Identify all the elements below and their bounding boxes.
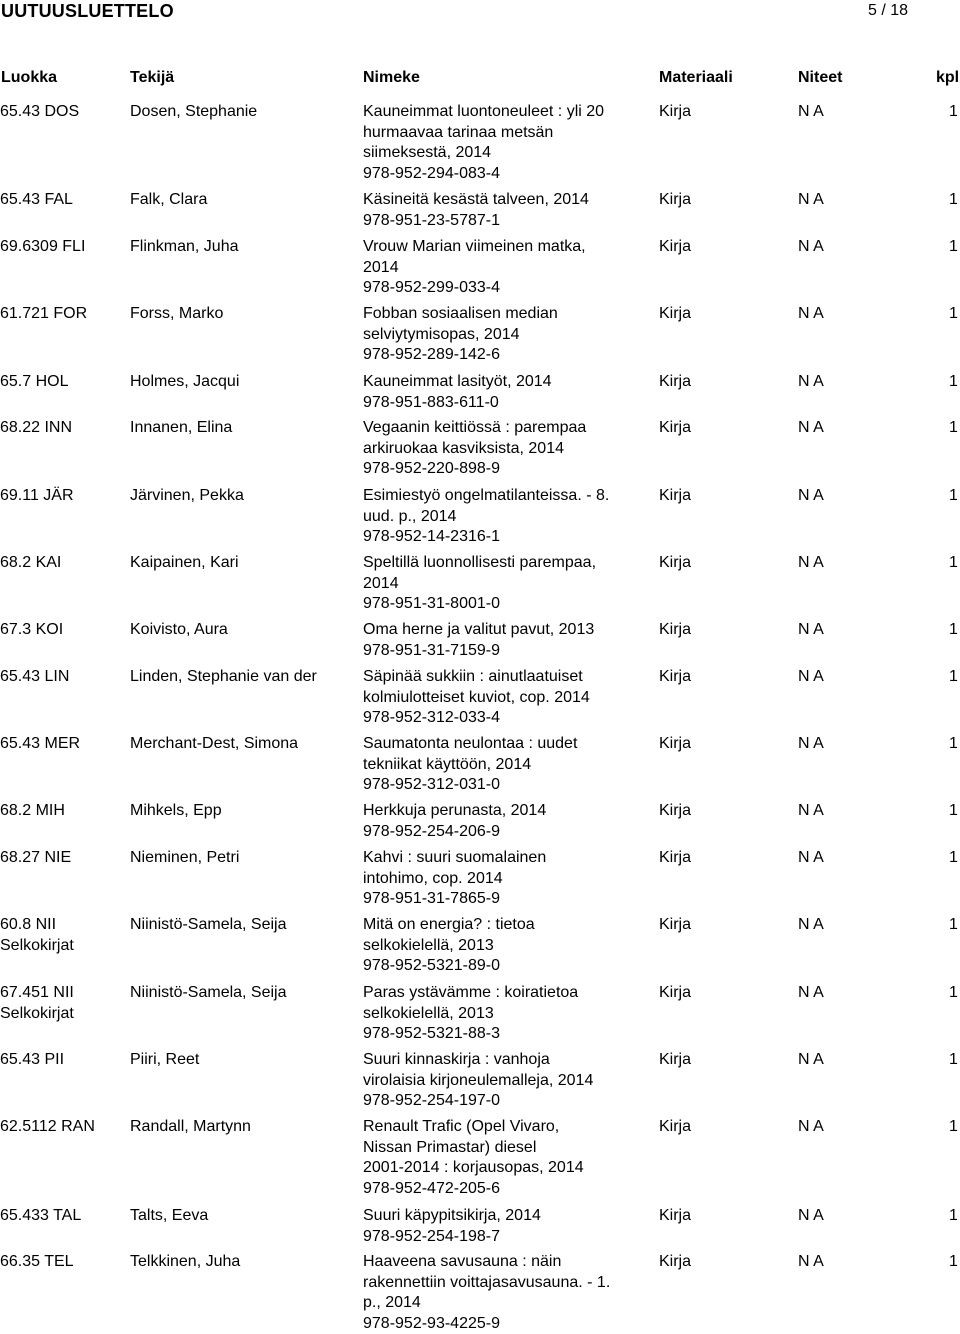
material-cell: Kirja xyxy=(659,102,691,123)
title-line: 978-952-254-197-0 xyxy=(363,1091,625,1112)
author-cell: Forss, Marko xyxy=(130,304,362,325)
title-cell xyxy=(363,1117,625,1199)
title-line: intohimo, cop. 2014 xyxy=(363,869,625,890)
author-cell: Randall, Martynn xyxy=(130,1117,362,1138)
classification-cell: 68.27 NIE xyxy=(0,848,125,869)
title-cell xyxy=(363,102,625,184)
count-cell: 1 xyxy=(949,983,958,1004)
title-line: 978-952-5321-89-0 xyxy=(363,956,625,977)
title-cell xyxy=(363,983,625,1045)
count-cell: 1 xyxy=(949,553,958,574)
copies-status-cell: N A xyxy=(798,983,824,1004)
title-cell xyxy=(363,304,625,366)
classification-cell: 65.43 DOS xyxy=(0,102,125,123)
title-cell xyxy=(363,418,625,480)
title-line: Haaveena savusauna : näin xyxy=(363,1252,625,1273)
classification-cell: 65.43 LIN xyxy=(0,667,125,688)
title-cell xyxy=(363,620,625,661)
material-cell: Kirja xyxy=(659,486,691,507)
count-cell: 1 xyxy=(949,801,958,822)
title-line: Paras ystävämme : koiratietoa xyxy=(363,983,625,1004)
title-line: Suuri käpypitsikirja, 2014 xyxy=(363,1206,625,1227)
title-line: virolaisia kirjoneulemalleja, 2014 xyxy=(363,1071,625,1092)
copies-status-cell: N A xyxy=(798,915,824,936)
title-line: Oma herne ja valitut pavut, 2013 xyxy=(363,620,625,641)
title-line: rakennettiin voittajasavusauna. - 1. xyxy=(363,1273,625,1294)
material-cell: Kirja xyxy=(659,304,691,325)
copies-status-cell: N A xyxy=(798,553,824,574)
author-cell: Falk, Clara xyxy=(130,190,362,211)
author-cell: Koivisto, Aura xyxy=(130,620,362,641)
title-line: 978-952-254-206-9 xyxy=(363,822,625,843)
material-cell: Kirja xyxy=(659,801,691,822)
author-cell: Telkkinen, Juha xyxy=(130,1252,362,1273)
classification-cell: 62.5112 RAN xyxy=(0,1117,125,1138)
title-cell xyxy=(363,848,625,910)
title-line: 978-951-31-8001-0 xyxy=(363,594,625,615)
material-cell: Kirja xyxy=(659,418,691,439)
count-cell: 1 xyxy=(949,102,958,123)
title-line: Saumatonta neulontaa : uudet xyxy=(363,734,625,755)
author-cell: Flinkman, Juha xyxy=(130,237,362,258)
copies-status-cell: N A xyxy=(798,190,824,211)
author-cell: Piiri, Reet xyxy=(130,1050,362,1071)
copies-status-cell: N A xyxy=(798,304,824,325)
author-cell: Merchant-Dest, Simona xyxy=(130,734,362,755)
material-cell: Kirja xyxy=(659,190,691,211)
copies-status-cell: N A xyxy=(798,620,824,641)
title-line: Mitä on energia? : tietoa xyxy=(363,915,625,936)
count-cell: 1 xyxy=(949,486,958,507)
classification-cell: 61.721 FOR xyxy=(0,304,125,325)
title-line: Kauneimmat luontoneuleet : yli 20 xyxy=(363,102,625,123)
count-cell: 1 xyxy=(949,1117,958,1138)
copies-status-cell: N A xyxy=(798,1206,824,1227)
title-line: uud. p., 2014 xyxy=(363,507,625,528)
title-line: Käsineitä kesästä talveen, 2014 xyxy=(363,190,625,211)
title-line: Kahvi : suuri suomalainen xyxy=(363,848,625,869)
title-cell xyxy=(363,237,625,299)
classification-cell: 60.8 NII Selkokirjat xyxy=(0,915,125,956)
copies-status-cell: N A xyxy=(798,801,824,822)
copies-status-cell: N A xyxy=(798,667,824,688)
title-line: 978-952-472-205-6 xyxy=(363,1179,625,1200)
material-cell: Kirja xyxy=(659,848,691,869)
classification-cell: 66.35 TEL xyxy=(0,1252,125,1273)
title-cell xyxy=(363,667,625,729)
count-cell: 1 xyxy=(949,734,958,755)
title-line: Kauneimmat lasityöt, 2014 xyxy=(363,372,625,393)
classification-cell: 65.433 TAL xyxy=(0,1206,125,1227)
copies-status-cell: N A xyxy=(798,1117,824,1138)
material-cell: Kirja xyxy=(659,372,691,393)
title-cell xyxy=(363,1206,625,1247)
classification-cell: 69.11 JÄR xyxy=(0,486,125,507)
page-number: 5 / 18 xyxy=(868,2,908,20)
author-cell: Niinistö-Samela, Seija xyxy=(130,983,362,1004)
copies-status-cell: N A xyxy=(798,418,824,439)
material-cell: Kirja xyxy=(659,734,691,755)
title-line: Esimiestyö ongelmatilanteissa. - 8. xyxy=(363,486,625,507)
title-line: 978-951-23-5787-1 xyxy=(363,211,625,232)
copies-status-cell: N A xyxy=(798,848,824,869)
title-line: 2014 xyxy=(363,574,625,595)
title-line: siimeksestä, 2014 xyxy=(363,143,625,164)
title-line: selviytymisopas, 2014 xyxy=(363,325,625,346)
material-cell: Kirja xyxy=(659,667,691,688)
count-cell: 1 xyxy=(949,915,958,936)
count-cell: 1 xyxy=(949,848,958,869)
classification-cell: 65.43 FAL xyxy=(0,190,125,211)
classification-cell: 68.2 MIH xyxy=(0,801,125,822)
material-cell: Kirja xyxy=(659,1252,691,1273)
author-cell: Talts, Eeva xyxy=(130,1206,362,1227)
title-line: kolmiulotteiset kuviot, cop. 2014 xyxy=(363,688,625,709)
title-line: 2001-2014 : korjausopas, 2014 xyxy=(363,1158,625,1179)
title-line: 978-951-31-7865-9 xyxy=(363,889,625,910)
title-line: 978-952-312-033-4 xyxy=(363,708,625,729)
title-cell xyxy=(363,801,625,842)
author-cell: Nieminen, Petri xyxy=(130,848,362,869)
title-line: selkokielellä, 2013 xyxy=(363,936,625,957)
title-cell xyxy=(363,190,625,231)
column-header-niteet: Niteet xyxy=(798,69,842,87)
title-line: Speltillä luonnollisesti parempaa, xyxy=(363,553,625,574)
title-line: p., 2014 xyxy=(363,1293,625,1314)
author-cell: Innanen, Elina xyxy=(130,418,362,439)
title-line: Fobban sosiaalisen median xyxy=(363,304,625,325)
classification-cell: 65.7 HOL xyxy=(0,372,125,393)
title-line: hurmaavaa tarinaa metsän xyxy=(363,123,625,144)
column-header-tekija: Tekijä xyxy=(130,69,174,87)
title-line: 978-952-5321-88-3 xyxy=(363,1024,625,1045)
classification-cell: 68.22 INN xyxy=(0,418,125,439)
title-cell xyxy=(363,553,625,615)
title-line: Renault Trafic (Opel Vivaro, xyxy=(363,1117,625,1138)
title-line: Herkkuja perunasta, 2014 xyxy=(363,801,625,822)
title-line: 978-951-883-611-0 xyxy=(363,393,625,414)
copies-status-cell: N A xyxy=(798,734,824,755)
count-cell: 1 xyxy=(949,1206,958,1227)
material-cell: Kirja xyxy=(659,915,691,936)
title-line: 978-951-31-7159-9 xyxy=(363,641,625,662)
column-header-kpl: kpl xyxy=(936,69,959,87)
title-cell xyxy=(363,1252,625,1334)
title-line: 978-952-14-2316-1 xyxy=(363,527,625,548)
title-line: Suuri kinnaskirja : vanhoja xyxy=(363,1050,625,1071)
title-line: 978-952-289-142-6 xyxy=(363,345,625,366)
title-cell xyxy=(363,486,625,548)
classification-cell: 68.2 KAI xyxy=(0,553,125,574)
title-line: 978-952-220-898-9 xyxy=(363,459,625,480)
title-cell xyxy=(363,915,625,977)
material-cell: Kirja xyxy=(659,1050,691,1071)
material-cell: Kirja xyxy=(659,983,691,1004)
title-line: selkokielellä, 2013 xyxy=(363,1004,625,1025)
author-cell: Dosen, Stephanie xyxy=(130,102,362,123)
count-cell: 1 xyxy=(949,1252,958,1273)
column-header-nimeke: Nimeke xyxy=(363,69,420,87)
title-line: Nissan Primastar) diesel xyxy=(363,1138,625,1159)
title-line: 2014 xyxy=(363,258,625,279)
author-cell: Mihkels, Epp xyxy=(130,801,362,822)
material-cell: Kirja xyxy=(659,553,691,574)
title-cell xyxy=(363,372,625,413)
count-cell: 1 xyxy=(949,190,958,211)
column-header-materiaali: Materiaali xyxy=(659,69,733,87)
count-cell: 1 xyxy=(949,237,958,258)
title-line: 978-952-312-031-0 xyxy=(363,775,625,796)
title-line: Vegaanin keittiössä : parempaa xyxy=(363,418,625,439)
title-line: arkiruokaa kasviksista, 2014 xyxy=(363,439,625,460)
title-line: 978-952-254-198-7 xyxy=(363,1227,625,1248)
count-cell: 1 xyxy=(949,667,958,688)
count-cell: 1 xyxy=(949,304,958,325)
copies-status-cell: N A xyxy=(798,486,824,507)
classification-cell: 69.6309 FLI xyxy=(0,237,125,258)
title-line: Säpinää sukkiin : ainutlaatuiset xyxy=(363,667,625,688)
author-cell: Kaipainen, Kari xyxy=(130,553,362,574)
count-cell: 1 xyxy=(949,1050,958,1071)
title-cell xyxy=(363,734,625,796)
author-cell: Holmes, Jacqui xyxy=(130,372,362,393)
copies-status-cell: N A xyxy=(798,1050,824,1071)
material-cell: Kirja xyxy=(659,237,691,258)
material-cell: Kirja xyxy=(659,620,691,641)
column-header-luokka: Luokka xyxy=(1,69,57,87)
classification-cell: 65.43 MER xyxy=(0,734,125,755)
material-cell: Kirja xyxy=(659,1117,691,1138)
copies-status-cell: N A xyxy=(798,102,824,123)
count-cell: 1 xyxy=(949,418,958,439)
page-title: UUTUUSLUETTELO xyxy=(1,1,174,22)
title-line: tekniikat käyttöön, 2014 xyxy=(363,755,625,776)
classification-cell: 67.451 NII Selkokirjat xyxy=(0,983,125,1024)
count-cell: 1 xyxy=(949,620,958,641)
title-line: 978-952-299-033-4 xyxy=(363,278,625,299)
copies-status-cell: N A xyxy=(798,372,824,393)
classification-cell: 67.3 KOI xyxy=(0,620,125,641)
title-cell xyxy=(363,1050,625,1112)
author-cell: Järvinen, Pekka xyxy=(130,486,362,507)
count-cell: 1 xyxy=(949,372,958,393)
copies-status-cell: N A xyxy=(798,1252,824,1273)
author-cell: Linden, Stephanie van der xyxy=(130,667,362,688)
copies-status-cell: N A xyxy=(798,237,824,258)
author-cell: Niinistö-Samela, Seija xyxy=(130,915,362,936)
material-cell: Kirja xyxy=(659,1206,691,1227)
title-line: 978-952-294-083-4 xyxy=(363,164,625,185)
classification-cell: 65.43 PII xyxy=(0,1050,125,1071)
title-line: 978-952-93-4225-9 xyxy=(363,1314,625,1334)
title-line: Vrouw Marian viimeinen matka, xyxy=(363,237,625,258)
